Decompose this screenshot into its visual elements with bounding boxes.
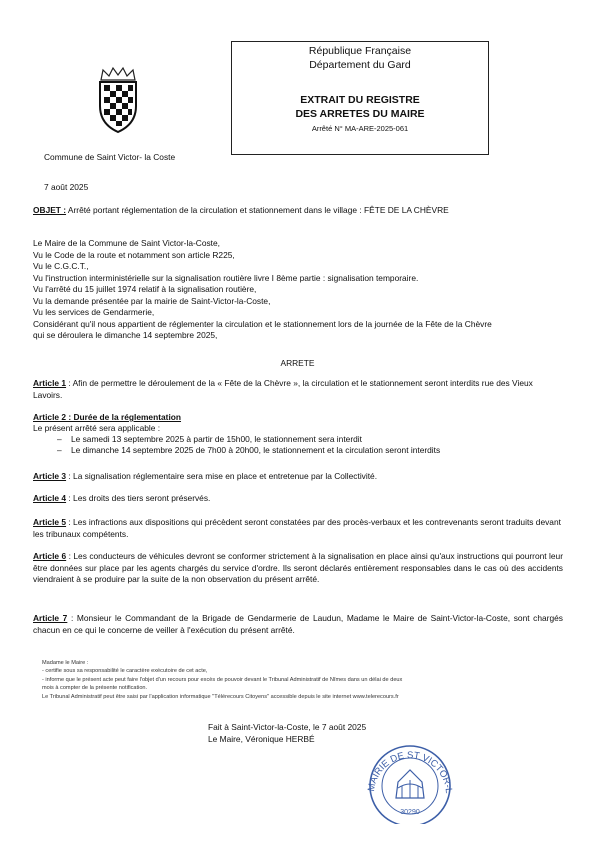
article-7-number: Article 7 bbox=[33, 613, 68, 623]
footnote-line: Madame le Maire : bbox=[42, 660, 89, 666]
article-5-text: : Les infractions aux dispositions qui précèdent seront constatées par des procès-verbaux et les contrevenants seront traduits devant les tribunaux compétents. bbox=[33, 517, 561, 539]
arrete-title: ARRETE bbox=[280, 358, 315, 368]
article-6-text: : Les conducteurs de véhicules devront se conformer strictement à la signalisation en place ainsi qu'aux instructions qui pourront leur être données sur place par les agents chargés du service d'ordre. Ils seront déclarés entièrement responsables dans le cas où des accidents viendraient à se produire par la suite de la non observation du présent arrêté. bbox=[33, 551, 563, 584]
article-2-heading bbox=[33, 412, 563, 424]
article-2-bullet: – Le dimanche 14 septembre 2025 de 7h00 à 20h00, le stationnement et la circulation seront interdits bbox=[57, 445, 441, 455]
objet-text: Arrêté portant réglementation de la circulation et stationnement dans le village : FÊTE DE LA CHÈVRE bbox=[66, 205, 449, 215]
header-arretes: DES ARRETES DU MAIRE bbox=[295, 108, 425, 120]
article-1 bbox=[33, 378, 563, 401]
vu-line: Vu le Code de la route et notamment son article R225, bbox=[33, 249, 235, 260]
article-2-bullet-text: Le dimanche 14 septembre 2025 de 7h00 à 20h00, le stationnement et la circulation seront interdits bbox=[70, 445, 441, 455]
header-republique: République Française bbox=[308, 45, 412, 57]
article-5-number: Article 5 bbox=[33, 517, 67, 527]
stamp-postcode: 30290 bbox=[400, 809, 420, 816]
vu-line: Vu l'instruction interministérielle sur la signalisation routière livre I 8ème partie : signalisation temporaire. bbox=[33, 272, 419, 283]
article-4-text: : Les droits des tiers seront préservés. bbox=[66, 493, 211, 503]
vu-line: qui se déroulera le dimanche 14 septembre 2025, bbox=[33, 330, 218, 340]
article-3 bbox=[33, 471, 563, 483]
footnote-line: - certifie sous sa responsabilité le caractère exécutoire de cet acte, bbox=[42, 668, 208, 675]
header-departement: Département du Gard bbox=[309, 59, 411, 71]
article-2-intro: Le présent arrêté sera applicable : bbox=[33, 423, 161, 433]
mairie-stamp-icon bbox=[360, 740, 460, 824]
article-2-number: Article 2 : Durée de la réglementation bbox=[33, 412, 182, 422]
article-5 bbox=[33, 517, 563, 540]
article-2-bullet-text: Le samedi 13 septembre 2025 à partir de 15h00, le stationnement sera interdit bbox=[70, 434, 362, 444]
article-6-number: Article 6 bbox=[33, 551, 67, 561]
footnote-line: - informe que le présent acte peut faire l'objet d'un recours pour excès de pouvoir devant le Tribunal Administratif de Nîmes dans un délai de deux bbox=[42, 676, 403, 683]
article-7 bbox=[33, 613, 563, 636]
header-reference: Arrêté N° MA-ARE-2025-061 bbox=[311, 124, 409, 133]
commune-caption: Commune de Saint Victor- la Coste bbox=[44, 152, 176, 162]
article-4 bbox=[33, 493, 563, 505]
footnote-line: mois à compter de la présente notification. bbox=[42, 685, 148, 692]
signature-place-date: Fait à Saint-Victor-la-Coste, le 7 août 2025 bbox=[208, 722, 367, 732]
coat-of-arms-icon bbox=[93, 66, 143, 134]
signature-block bbox=[208, 722, 366, 745]
header-extrait: EXTRAIT DU REGISTRE bbox=[300, 94, 420, 106]
legal-footnotes bbox=[42, 659, 402, 701]
header-box bbox=[231, 41, 489, 155]
article-1-number: Article 1 bbox=[33, 378, 67, 388]
vu-line: Vu l'arrêté du 15 juillet 1974 relatif à la signalisation routière, bbox=[33, 284, 257, 294]
objet bbox=[33, 205, 533, 217]
vu-line: Vu les services de Gendarmerie, bbox=[33, 307, 155, 317]
objet-label: OBJET : bbox=[33, 205, 67, 215]
vu-line: Considérant qu'il nous appartient de réglementer la circulation et le stationnement lors de la journée de la Fête de la Chèvre bbox=[33, 318, 492, 329]
vu-line: Vu le C.G.C.T., bbox=[33, 261, 89, 271]
article-1-text: : Afin de permettre le déroulement de la « Fête de la Chèvre », la circulation et le stationnement seront interdits rue des Vieux Lavoirs. bbox=[33, 378, 533, 400]
document-date: 7 août 2025 bbox=[44, 182, 89, 192]
article-6 bbox=[33, 551, 563, 586]
signature-maire: Le Maire, Véronique HERBÉ bbox=[208, 733, 315, 744]
vu-line: Le Maire de la Commune de Saint Victor-la-Coste, bbox=[33, 238, 220, 248]
article-3-text: : La signalisation réglementaire sera mise en place et entretenue par la Collectivité. bbox=[66, 471, 378, 481]
vu-line: Vu la demande présentée par la mairie de Saint-Victor-la-Coste, bbox=[33, 295, 271, 306]
article-2-bullet: – Le samedi 13 septembre 2025 à partir de 15h00, le stationnement sera interdit bbox=[57, 434, 362, 444]
article-4-number: Article 4 bbox=[33, 493, 67, 503]
stamp-text: MAIRIE DE ST VICTOR-L bbox=[365, 749, 455, 794]
article-7-text: : Monsieur le Commandant de la Brigade de Gendarmerie de Laudun, Madame le Maire de Saint-Victor-la-Coste, sont chargés chacun en ce qui le concerne de veiller à l'exécution du présent arrêté. bbox=[33, 613, 563, 635]
footnote-line: Le Tribunal Administratif peut être saisi par l'application informatique "Télérecours Citoyens" accessible depuis le site internet www.telerecours.fr bbox=[42, 693, 399, 700]
article-3-number: Article 3 bbox=[33, 471, 67, 481]
